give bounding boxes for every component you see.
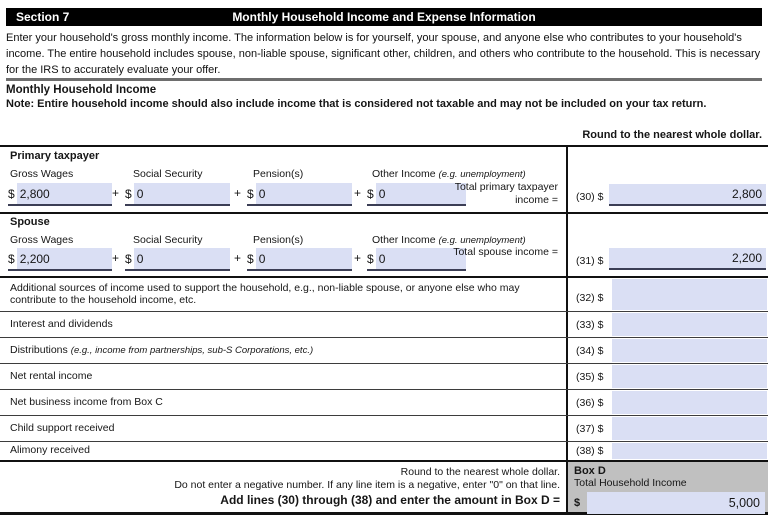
primary-social-security-fieldgroup	[112, 183, 230, 206]
line-34-ref: (34) $	[576, 344, 604, 357]
line-36-ref: (36) $	[576, 396, 604, 409]
line-35-row	[0, 364, 768, 390]
spouse-gross-wages-label: Gross Wages	[10, 234, 74, 246]
line-30-ref: (30) $	[576, 191, 604, 203]
line-33-input[interactable]	[612, 313, 767, 336]
dollar-sign: $	[574, 497, 581, 509]
primary-gross-wages-input[interactable]: 2,800	[17, 183, 112, 204]
line-32-input[interactable]	[612, 279, 767, 310]
primary-other-income-input[interactable]: 0	[376, 183, 466, 204]
spouse-social-security-fieldgroup	[112, 248, 230, 271]
plus-sign: +	[234, 251, 242, 265]
total-row	[0, 462, 768, 515]
line-33-row	[0, 312, 768, 338]
primary-gross-wages-fieldgroup	[8, 183, 112, 206]
line-33-label: Interest and dividends	[10, 317, 113, 330]
line-34-input[interactable]	[612, 339, 767, 362]
primary-taxpayer-heading: Primary taxpayer	[10, 150, 100, 162]
other-income-hint: (e.g. unemployment)	[438, 169, 526, 180]
primary-pensions-fieldgroup	[234, 183, 352, 206]
box-d	[568, 462, 768, 512]
plus-sign: +	[354, 251, 362, 265]
line-38-input[interactable]	[612, 443, 767, 459]
section-label: Section 7	[16, 10, 70, 24]
spouse-social-security-input[interactable]: 0	[134, 248, 230, 269]
section-description: Enter your household's gross monthly income. The information below is for yourself, your spouse, and anyone else who contributes to your household's income. The entire household includes spouse, non-liable spouse, significant other, children, and others who contribute to the household. This is necessary for the IRS to accurately evaluate your offer.	[6, 32, 761, 76]
primary-pensions-input[interactable]: 0	[256, 183, 352, 204]
line-30-total-input[interactable]: 2,800	[609, 184, 766, 206]
section-header-bar	[6, 8, 762, 26]
footer-add-instruction: Add lines (30) through (38) and enter the amount in Box D =	[220, 493, 560, 507]
line-35-label: Net rental income	[10, 369, 93, 382]
income-subsection-title: Monthly Household Income	[6, 84, 157, 96]
divider-rule	[6, 78, 762, 81]
dollar-sign: $	[125, 187, 132, 201]
primary-social-security-label: Social Security	[133, 168, 203, 180]
line-32-ref: (32) $	[576, 292, 604, 304]
income-note: Note: Entire household income should also include income that is considered not taxable and may not be included on your tax return.	[6, 98, 707, 110]
box-d-total-input[interactable]: 5,000	[587, 492, 765, 514]
other-income-hint: (e.g. unemployment)	[438, 235, 526, 246]
plus-sign: +	[354, 186, 362, 200]
spouse-gross-wages-fieldgroup	[8, 248, 112, 271]
box-d-sublabel: Total Household Income	[574, 477, 687, 489]
primary-pensions-label: Pension(s)	[253, 168, 304, 180]
line-37-input[interactable]	[612, 417, 767, 440]
spouse-row	[0, 214, 768, 278]
line-36-input[interactable]	[612, 391, 767, 414]
spouse-other-income-input[interactable]: 0	[376, 248, 466, 269]
dollar-sign: $	[8, 252, 15, 266]
dollar-sign: $	[247, 252, 254, 266]
plus-sign: +	[234, 186, 242, 200]
spouse-heading: Spouse	[10, 216, 50, 228]
primary-gross-wages-label: Gross Wages	[10, 168, 74, 180]
spouse-other-income-label: Other Income (e.g. unemployment)	[372, 234, 526, 246]
round-note-top: Round to the nearest whole dollar.	[582, 129, 762, 141]
spouse-pensions-label: Pension(s)	[253, 234, 304, 246]
footer-negative-note: Do not enter a negative number. If any line item is a negative, enter "0" on that line.	[174, 479, 560, 491]
section-title: Monthly Household Income and Expense Information	[232, 10, 536, 24]
line-38-ref: (38) $	[576, 445, 604, 457]
primary-total-label: Total primary taxpayer income =	[454, 181, 558, 206]
primary-social-security-input[interactable]: 0	[134, 183, 230, 204]
primary-other-income-label: Other Income (e.g. unemployment)	[372, 168, 526, 180]
spouse-pensions-input[interactable]: 0	[256, 248, 352, 269]
line-36-label: Net business income from Box C	[10, 395, 163, 408]
line-33-ref: (33) $	[576, 318, 604, 331]
spouse-social-security-label: Social Security	[133, 234, 203, 246]
line-35-ref: (35) $	[576, 370, 604, 383]
line-36-row	[0, 390, 768, 416]
plus-sign: +	[112, 186, 120, 200]
dollar-sign: $	[125, 252, 132, 266]
line-34-label: Distributions (e.g., income from partnerships, sub-S Corporations, etc.)	[10, 343, 314, 356]
spouse-gross-wages-input[interactable]: 2,200	[17, 248, 112, 269]
line-38-label: Alimony received	[10, 444, 90, 457]
plus-sign: +	[112, 251, 120, 265]
dollar-sign: $	[367, 187, 374, 201]
line-37-ref: (37) $	[576, 422, 604, 435]
spouse-pensions-fieldgroup	[234, 248, 352, 271]
line-32-label: Additional sources of income used to support the household, e.g., non-liable spouse, or anyone else who may contribute to the household income, etc.	[10, 281, 520, 306]
line-35-input[interactable]	[612, 365, 767, 388]
dollar-sign: $	[367, 252, 374, 266]
line-32-row	[0, 278, 768, 312]
income-table	[0, 145, 768, 515]
primary-taxpayer-row	[0, 147, 768, 214]
dollar-sign: $	[8, 187, 15, 201]
line-37-row	[0, 416, 768, 442]
line-37-label: Child support received	[10, 421, 115, 434]
spouse-total-label: Total spouse income =	[453, 246, 558, 258]
line-38-row	[0, 442, 768, 462]
line-31-total-input[interactable]: 2,200	[609, 248, 766, 270]
line-31-ref: (31) $	[576, 255, 604, 267]
box-d-label: Box D	[574, 465, 606, 477]
line-34-row	[0, 338, 768, 364]
dollar-sign: $	[247, 187, 254, 201]
footer-round-note: Round to the nearest whole dollar.	[400, 466, 560, 478]
